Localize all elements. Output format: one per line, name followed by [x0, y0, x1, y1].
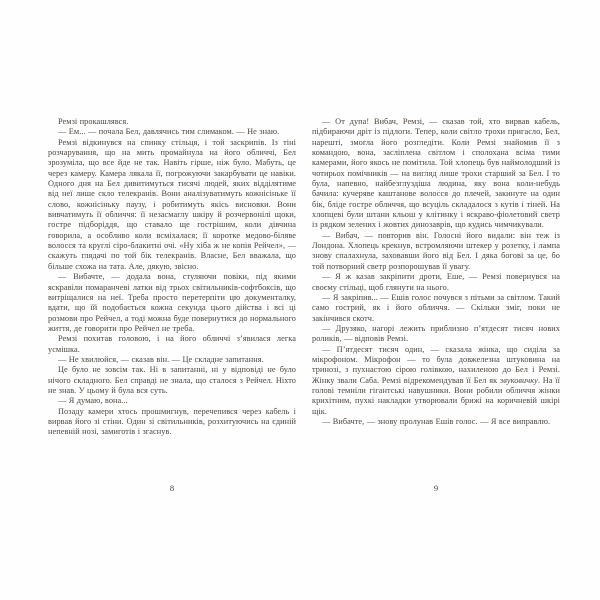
text-segment: — Не хвилюйся, — сказав він. — Це складне запитання. [58, 354, 264, 364]
paragraph [48, 365, 296, 396]
page-number-right: 9 [433, 483, 439, 493]
paragraph [48, 117, 296, 127]
paragraph [312, 293, 560, 324]
text-segment: — Друзяко, нагорі лежить приблизно п’ятдесят тисяч нових роликів, — відповів Ремзі. [312, 323, 560, 344]
text-segment: — От дупа! Вибач, Ремзі, — сказав той, хто вирвав кабель, підбираючи дріт із підлоги. Тепер, коли світло трохи пригасло, Бел, нарешті, змогла його розгледіти. Коли Ремзі знайомив її з командою, вона, засліплена світлом і сполохана всіма тими камерами, його якось не помітила. Той хлопець був наймолодший із чотирьох помічників — на вигляд лише трохи старший за Бел. І то була, напевно, найбезглуздіша людина, яку вона коли-небудь бачила: кучеряве каштанове волосся до плечей, закинуте на один бік, бліде гостре обличчя, що всуціль складалося з кутів і тіней. На хлопцеві були штани кльош у клітинку і яскраво-фіолетовий светр із рядком зелених і жовтих динозаврів, що кудись чимчикували. [312, 117, 560, 230]
paragraph [48, 355, 296, 365]
paragraph [312, 231, 560, 272]
text-segment: Ремзі прокашлявся. [58, 117, 129, 126]
paragraph [48, 334, 296, 355]
italic-text-segment: звуковичку [499, 375, 538, 385]
paragraph [48, 272, 296, 334]
paragraph [48, 138, 296, 272]
text-segment: Позаду камери хтось прошмигнув, перечепився через кабель і вирвав його зі стіни. Один зі світильників, розхитуючись на єдиній непевній нозі, замиготів і згаснув. [48, 406, 296, 437]
page-number-left: 8 [169, 483, 175, 493]
text-segment: Ремзі відкинувся на спинку стільця, і той заскрипів. Із тіні розчарування, що на мить промайнула на його обличчі, Бел зрозуміла, що все йде не так. Навіть гірше, ніж було. Мабуть, це через камеру. Камера лякала її, погрожуючи закарбувати це навіки. Одного дня на Бел дивитимуться тисячі людей, яких відділятиме від неї лише скло телекранів. Вони аналізуватимуть кожнісіньке її слово, кожнісіньку паузу, і робитимуть якісь висновки. Вони вивчатимуть її обличчя: її незасмаглу шкіру й розчервонілі щоки, гостре підборіддя, що ставало ще гострішим, коли дівчина говорила, а особливо коли всміхалася; її коротке медово-біляве волосся та круглі сіро-блакитні очі. «Ну хіба ж не копія Рейчел», — скажуть глядачі по той бік телекранів. Власне, Бел вважала, що більше схожа на тата. Але, дякую, звісно. [48, 137, 296, 271]
text-segment: Ремзі похитав головою, і на його обличчі з’явилася легка усмішка. [48, 334, 296, 354]
paragraph [312, 417, 560, 427]
paragraph [48, 127, 296, 137]
text-segment: — П’ятдесят тисяч один, — сказала жінка, що сиділа за мікрофоном. Мікрофон — то була довжелезна штуковина на тринозі, з пухнастою сірою голівкою, нахиленою до Бел і Ремзі. Жінку звали Саба. Ремзі відрекомендував її Бел як [312, 344, 560, 385]
text-segment: . На її голові темніли гігантські навушники. Вони робили обличчя жінки крихітним, пухкі накладки утворювали брижі на коричневій шкірі щік. [312, 375, 560, 416]
paragraph [312, 324, 560, 345]
text-segment: — Ем... — почала Бел, давлячись тим слимаком. — Не знаю. [58, 127, 280, 137]
page-right-text [312, 117, 560, 427]
paragraph [312, 117, 560, 231]
page-left [48, 117, 296, 537]
page-right [312, 117, 560, 537]
paragraph [312, 345, 560, 417]
text-segment: — Вибач, — повторив він. Голосні його видали: він теж із Лондона. Хлопець крекнув, встромляючи штекер у розетку, і лампа знову спалахнула, заховавши його від Бел. І дяка богові за це, бо той потворний светр розпорошував її увагу. [312, 230, 560, 271]
text-segment: — Я ж казав закріпити дроти, Еше, — Ремзі повернувся на своєму стільці, щоб глянути на нього. [312, 272, 560, 292]
text-segment: — Вибачте, — знову пролунав Ешів голос. — Я все виправлю. [322, 416, 551, 426]
paragraph [48, 396, 296, 406]
page-left-text [48, 117, 296, 438]
text-segment: — Я закріпив... — Ешів голос почувся з пітьми за світлом. Такий само гострий, як і його обличчя. — Скільки зміг, поки не закінчився скотч. [312, 292, 560, 323]
paragraph [48, 407, 296, 438]
text-segment: — Вибачте, — додала вона, стуляючи повіки, під якими яскравіли помаранчеві латки від трьох світильників-софтбоксів, що витріщалися на неї. Треба просто перетерпіти цю документалку, вдати, що їй подобається кожна секунда цього дійства і всі ці розмови про Рейчел, а тоді можна буде повернутися до нормального життя, де говорити про Рейчел не треба. [48, 272, 296, 333]
paragraph [312, 272, 560, 293]
text-segment: — Я думаю, вона... [58, 396, 128, 406]
text-segment: Це було не зовсім так. Ні в запитанні, ні у відповіді не було нічого складного. Бел справді не знала, що сталося з Рейчел. Ніхто не знав. У цьому й була вся суть. [48, 365, 296, 395]
